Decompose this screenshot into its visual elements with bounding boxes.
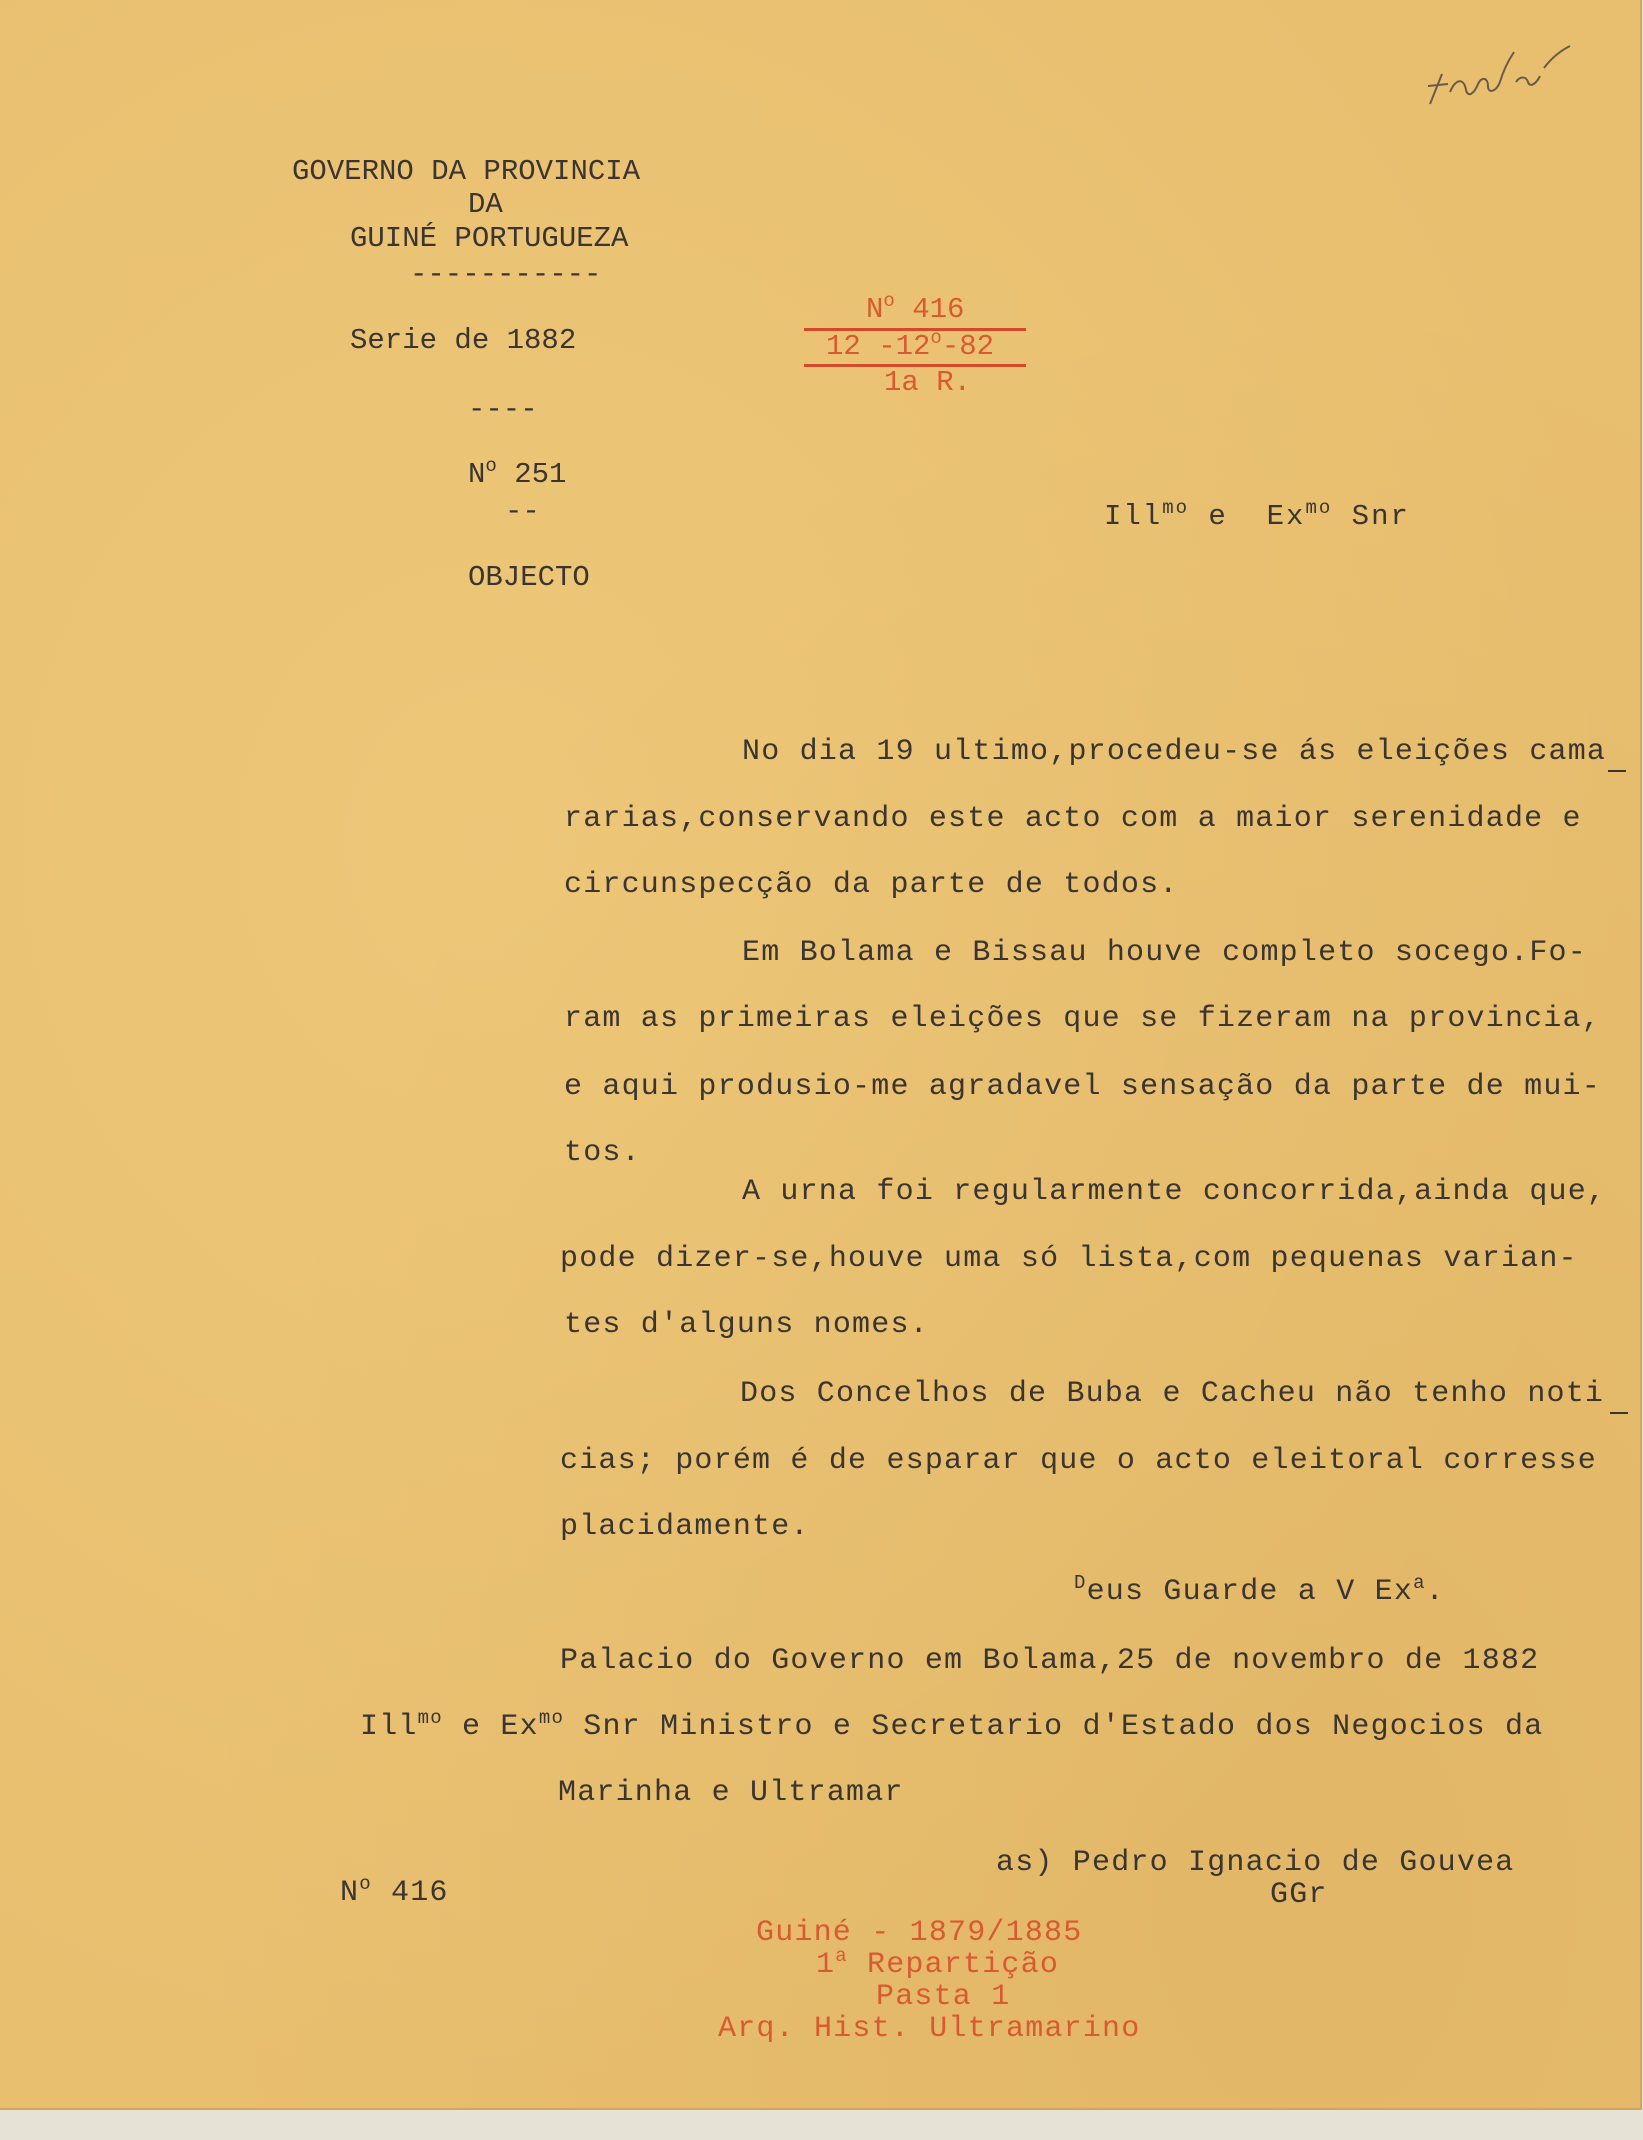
signature: as) Pedro Ignacio de Gouvea xyxy=(996,1846,1515,1880)
serie-label: Serie de 1882 xyxy=(350,324,577,357)
signature-title: GGr xyxy=(1270,1878,1328,1912)
body-line-6: e aqui produsio-me agradavel sensação da parte de mui- xyxy=(564,1070,1601,1104)
body-line-10: tes d'alguns nomes. xyxy=(564,1308,929,1342)
document-number: $N^o$ 251 xyxy=(468,455,567,491)
salutation: Ill$^{mo}$ e $Ex^{mo}$ Snr xyxy=(1104,497,1410,533)
header-divider-short: ---- xyxy=(468,393,538,426)
body-line-1: No dia 19 ultimo,procedeu-se ás eleições cama xyxy=(742,735,1607,769)
recipient-line-1: Ill$^{mo}$ e $Ex^{mo}$ Snr Ministro e Secretario d'Estado dos Negocios da xyxy=(360,1707,1544,1744)
handwritten-note xyxy=(1420,34,1590,114)
body-line-2: rarias,conservando este acto com a maior serenidade e xyxy=(564,802,1582,836)
header-line-da: DA xyxy=(468,188,503,221)
body-line-12: cias; porém é de esparar que o acto eleitoral corresse xyxy=(560,1444,1597,1478)
closing-place-date: Palacio do Governo em Bolama,25 de novembro de 1882 xyxy=(560,1644,1540,1678)
header-line-guine: GUINÉ PORTUGUEZA xyxy=(350,222,629,255)
hyphen-mark xyxy=(1610,1412,1628,1414)
body-line-8: A urna foi regularmente concorrida,ainda que, xyxy=(742,1175,1607,1209)
body-line-7: tos. xyxy=(564,1136,641,1170)
header-divider-dash: -- xyxy=(505,495,540,528)
archive-stamp-line-3: Pasta 1 xyxy=(876,1980,1011,2014)
body-line-9: pode dizer-se,houve uma só lista,com pequenas varian- xyxy=(560,1242,1578,1276)
body-line-3: circunspecção da parte de todos. xyxy=(564,868,1179,902)
stamp-repartition: 1a R. xyxy=(884,366,972,399)
body-line-13: placidamente. xyxy=(560,1510,810,1544)
footer-number: $N^o$ 416 xyxy=(340,1873,449,1910)
header-line-governo: GOVERNO DA PROVINCIA xyxy=(292,155,641,188)
recipient-line-2: Marinha e Ultramar xyxy=(558,1776,904,1810)
closing-deus-guarde: $^D$eus Guarde a V Ex$^a$. xyxy=(1074,1572,1445,1609)
stamp-date: 12 -12$^o$-82 xyxy=(826,327,995,363)
hyphen-mark xyxy=(1608,770,1626,772)
body-line-11: Dos Concelhos de Buba e Cacheu não tenho noti xyxy=(740,1377,1605,1411)
stamp-number: $N^o$ 416 xyxy=(866,290,965,326)
archive-stamp-line-2: 1$^a$ Repartição xyxy=(816,1945,1060,1982)
body-line-4: Em Bolama e Bissau houve completo socego.Fo- xyxy=(742,936,1587,970)
archive-stamp-line-1: Guiné - 1879/1885 xyxy=(756,1916,1083,1950)
body-line-5: ram as primeiras eleições que se fizeram na provincia, xyxy=(564,1002,1601,1036)
header-divider: ----------- xyxy=(410,258,602,291)
objecto-label: OBJECTO xyxy=(468,561,590,594)
archive-stamp-line-4: Arq. Hist. Ultramarino xyxy=(718,2012,1141,2046)
